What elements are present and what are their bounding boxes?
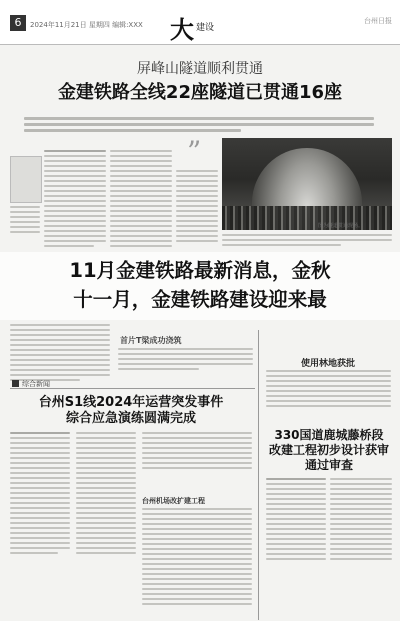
photo-caption: 图为隧道贯通现场。 xyxy=(318,223,364,229)
banner-title-line-2: 十一月，金建铁路建设迎来最 xyxy=(73,288,327,311)
left-headline-line-1: 台州S1线2024年运营突发事件 xyxy=(38,395,224,410)
sidebar-headline: 台州机场改扩建工程 xyxy=(142,497,205,505)
banner-title-line-1: 11月金建铁路最新消息，金秋 xyxy=(69,259,331,282)
masthead-right-text: 台州日报 xyxy=(364,17,392,25)
right-col-b xyxy=(330,478,392,563)
lower-text-right xyxy=(266,370,391,410)
lower-text-left xyxy=(10,324,110,384)
text-column-3 xyxy=(176,170,218,245)
lead-paragraph xyxy=(24,117,374,137)
pull-quote-box xyxy=(10,156,40,201)
article-subtitle: 屏峰山隧道顺利贯通 xyxy=(137,61,263,77)
logo-big-char: 大 xyxy=(170,15,194,44)
tunnel-photo xyxy=(222,138,392,230)
quote-mark-icon: ” xyxy=(187,135,202,168)
left-headline xyxy=(16,395,246,427)
right-headline-line-3: 通过审查 xyxy=(304,458,353,472)
bottom-col-2 xyxy=(76,432,136,557)
right-col-a xyxy=(266,478,326,563)
bottom-col-1 xyxy=(10,432,70,557)
section-label: 综合新闻 xyxy=(12,379,50,389)
bottom-col-3 xyxy=(142,432,252,472)
text-column-1 xyxy=(44,150,106,250)
lower-text-mid xyxy=(118,348,253,373)
left-headline-line-2: 综合应急演练圆满完成 xyxy=(65,411,196,426)
right-top-headline: 使用林地获批 xyxy=(300,359,355,369)
text-column-4 xyxy=(10,206,40,236)
masthead xyxy=(0,0,400,45)
banner-title xyxy=(0,256,400,314)
page-number: 6 xyxy=(10,15,26,31)
column-divider xyxy=(258,330,259,620)
text-column-2 xyxy=(110,150,172,250)
date-line: 2024年11月21日 星期四 编辑:XXX xyxy=(30,21,143,29)
right-headline-line-2: 改建工程初步设计获审 xyxy=(268,443,389,457)
logo-small-text: 建设 xyxy=(196,23,215,33)
photo-side-text xyxy=(222,234,392,249)
right-headline xyxy=(262,428,396,473)
section-logo xyxy=(170,10,215,44)
article-headline: 金建铁路全线22座隧道已贯通16座 xyxy=(57,82,343,103)
mid-headline: 首片T梁成功浇筑 xyxy=(120,336,182,345)
bottom-col-4 xyxy=(142,508,252,608)
right-headline-line-1: 330国道鹿城藤桥段 xyxy=(274,428,384,442)
